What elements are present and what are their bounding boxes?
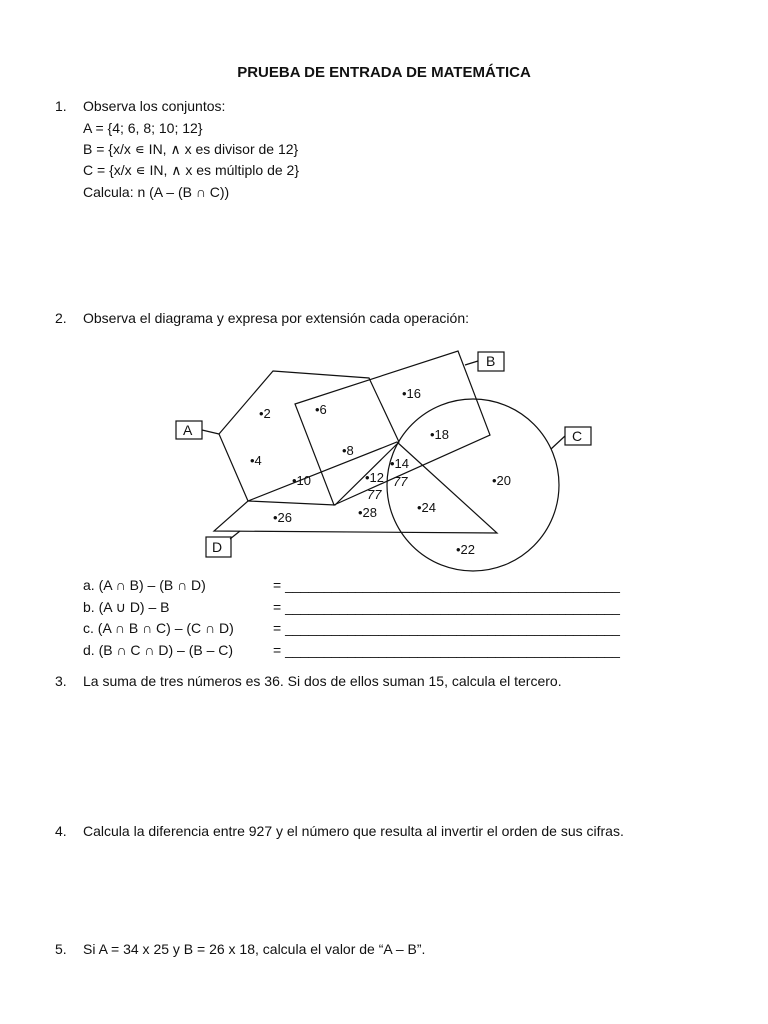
q2-number: 2.	[55, 310, 67, 326]
element-24: •24	[417, 500, 437, 515]
page-title: PRUEBA DE ENTRADA DE MATEMÁTICA	[237, 64, 531, 81]
q4-number: 4.	[55, 823, 67, 839]
element-77-left: 77	[367, 487, 382, 502]
q1-set-a: A = {4; 6, 8; 10; 12}	[83, 120, 203, 136]
label-c: C	[572, 428, 583, 444]
op-a-answer-line: = ___________________________________________	[273, 577, 620, 593]
q2-intro: Observa el diagrama y expresa por extensión cada operación:	[83, 310, 469, 326]
label-b-connector	[465, 361, 478, 365]
element-12: •12	[365, 470, 385, 485]
op-d-answer-line: = ___________________________________________	[273, 642, 620, 658]
q1-intro: Observa los conjuntos:	[83, 98, 226, 114]
element-16: •16	[402, 386, 422, 401]
element-6: •6	[315, 402, 327, 417]
element-2: •2	[259, 406, 271, 421]
q1-set-b: B = {x/x ∊ IN, ∧ x es divisor de 12}	[83, 141, 299, 157]
label-b: B	[486, 353, 496, 369]
label-a: A	[183, 422, 193, 438]
element-77-right: 77	[393, 474, 408, 489]
q1-set-c: C = {x/x ∊ IN, ∧ x es múltiplo de 2}	[83, 162, 299, 178]
q5-text: Si A = 34 x 25 y B = 26 x 18, calcula el valor de “A – B”.	[83, 941, 426, 957]
element-4: •4	[250, 453, 262, 468]
q4-text: Calcula la diferencia entre 927 y el número que resulta al invertir el orden de sus cifras.	[83, 823, 624, 839]
element-28: •28	[358, 505, 378, 520]
element-26: •26	[273, 510, 293, 525]
q3-number: 3.	[55, 673, 67, 689]
label-a-connector	[202, 430, 219, 434]
op-d-label: d. (B ∩ C ∩ D) – (B – C)	[83, 642, 234, 658]
op-b-label: b. (A ∪ D) – B	[83, 599, 170, 615]
element-20: •20	[492, 473, 512, 488]
element-10: •10	[292, 473, 312, 488]
element-14: •14	[390, 456, 410, 471]
q1-ask: Calcula: n (A – (B ∩ C))	[83, 184, 230, 200]
element-8: •8	[342, 443, 354, 458]
q3-text: La suma de tres números es 36. Si dos de ellos suman 15, calcula el tercero.	[83, 673, 562, 689]
label-d: D	[212, 539, 223, 555]
q1-number: 1.	[55, 98, 67, 114]
op-c-label: c. (A ∩ B ∩ C) – (C ∩ D)	[83, 620, 234, 636]
label-c-connector	[551, 436, 565, 449]
op-c-answer-line: = ___________________________________________	[273, 620, 620, 636]
op-b-answer-line: = ___________________________________________	[273, 599, 620, 615]
element-22: •22	[456, 542, 476, 557]
q5-number: 5.	[55, 941, 67, 957]
element-18: •18	[430, 427, 450, 442]
op-a-label: a. (A ∩ B) – (B ∩ D)	[83, 577, 206, 593]
